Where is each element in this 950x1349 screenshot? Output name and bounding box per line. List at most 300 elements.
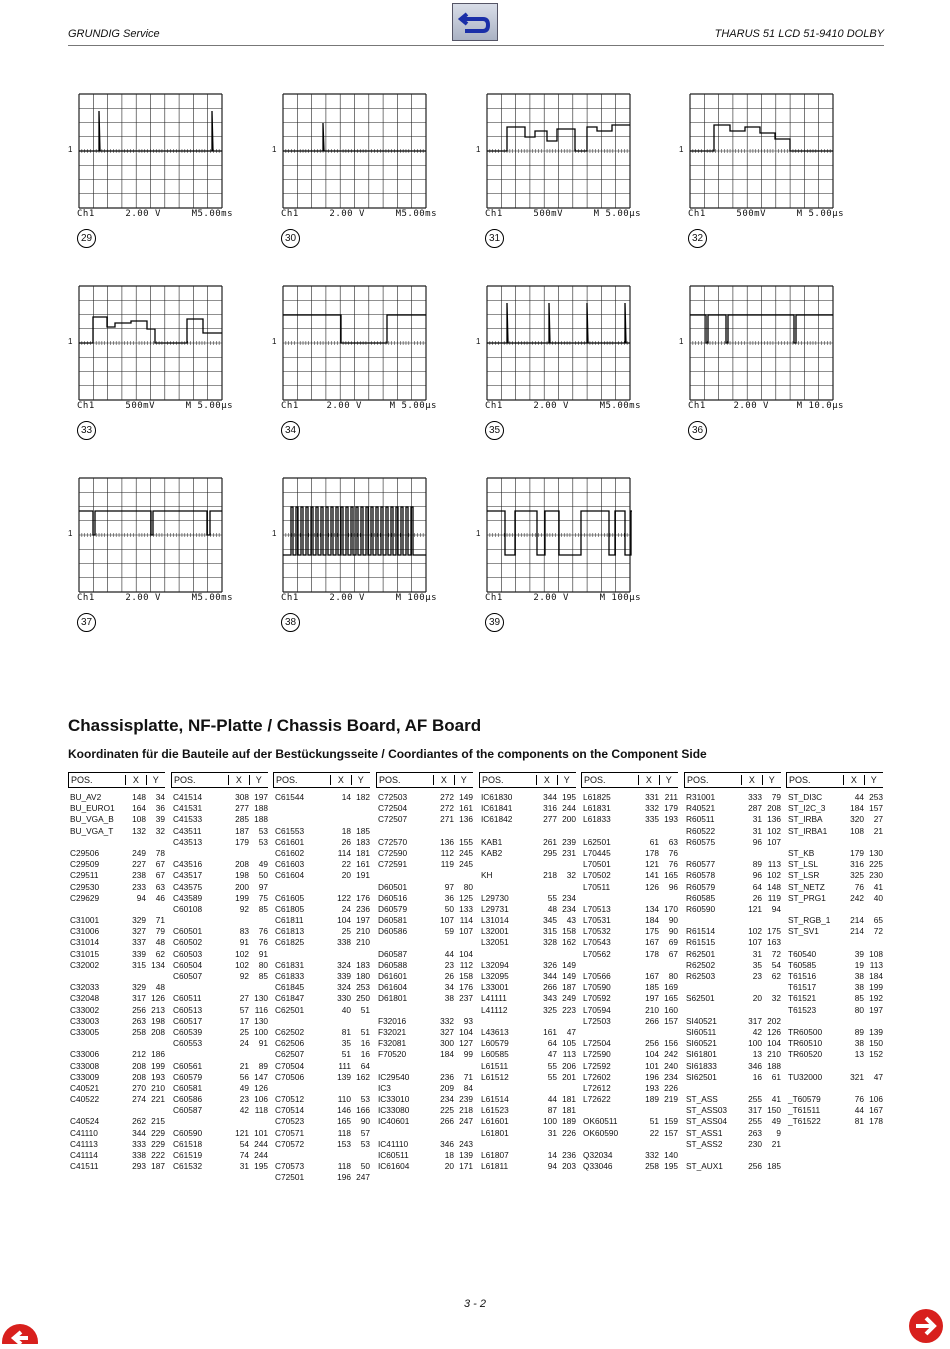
table-row xyxy=(68,837,165,848)
cell-x: 346 xyxy=(748,1060,762,1071)
table-row xyxy=(581,1005,678,1016)
cell-x: 332 xyxy=(645,1150,659,1160)
cell-pos: R31001 xyxy=(686,792,716,802)
cell-y: 126 xyxy=(767,1026,781,1037)
cell-y: 106 xyxy=(869,1094,883,1105)
table-row xyxy=(273,1005,370,1016)
cell-pos: L70532 xyxy=(583,926,611,937)
cell-x: 18 xyxy=(341,825,351,836)
cell-pos: C29629 xyxy=(70,892,100,903)
cell-y: 93 xyxy=(463,1015,473,1026)
cell-pos: L61514 xyxy=(481,1094,509,1105)
table-row xyxy=(273,982,370,993)
table-row xyxy=(479,1161,576,1172)
table-row xyxy=(786,971,883,982)
table-row xyxy=(68,993,165,1004)
cell-x: 227 xyxy=(132,859,146,870)
table-row xyxy=(581,1094,678,1105)
cell-pos: _T61511 xyxy=(788,1105,821,1116)
table-row xyxy=(273,837,370,848)
channel-marker: 1 xyxy=(476,337,481,346)
cell-pos: L61523 xyxy=(481,1105,509,1116)
cell-y: 47 xyxy=(873,1071,883,1082)
table-row xyxy=(68,1150,165,1161)
table-row xyxy=(376,1161,473,1172)
cell-pos: C60511 xyxy=(173,993,202,1004)
table-row xyxy=(68,1038,165,1049)
cell-y xyxy=(762,1005,781,1016)
cell-y: 119 xyxy=(767,892,781,903)
cell-y: 163 xyxy=(767,937,781,948)
cell-y xyxy=(351,1150,370,1161)
cell-y: 90 xyxy=(668,926,678,937)
cell-y: 210 xyxy=(767,1049,781,1060)
cell-y xyxy=(454,870,473,881)
cell-x: 153 xyxy=(337,1138,351,1149)
cell-x: 26 xyxy=(444,971,454,981)
cell-y: 157 xyxy=(664,1015,678,1026)
table-row xyxy=(68,904,165,915)
cell-y: 91 xyxy=(258,1038,268,1049)
table-row xyxy=(581,870,678,881)
cell-y: 90 xyxy=(360,1116,370,1127)
cell-y: 41 xyxy=(771,1094,781,1105)
page-number: 3 - 2 xyxy=(463,1298,486,1310)
cell-pos: C72591 xyxy=(378,859,408,870)
cell-pos: TR60500 xyxy=(788,1026,823,1037)
cell-y: 50 xyxy=(360,1161,370,1172)
channel-marker: 1 xyxy=(476,529,481,538)
cell-pos: ST_ASS2 xyxy=(686,1138,723,1149)
cell-pos: L32051 xyxy=(481,937,509,948)
cell-x: 330 xyxy=(337,993,351,1004)
cell-x: 179 xyxy=(235,836,249,847)
cell-x: 285 xyxy=(235,814,249,825)
cell-y: 71 xyxy=(463,1071,473,1082)
table-row xyxy=(479,848,576,859)
cell-y: 79 xyxy=(155,926,165,937)
cell-x: 175 xyxy=(645,926,659,937)
cell-pos xyxy=(684,848,742,859)
cell-y: 79 xyxy=(771,792,781,802)
cell-x: 338 xyxy=(132,1150,146,1160)
cell-pos: T61516 xyxy=(788,971,817,981)
oscillogram-grid xyxy=(281,477,428,593)
table-row xyxy=(273,1083,370,1094)
header-y: Y xyxy=(659,775,678,785)
cell-pos: C61601 xyxy=(275,836,305,847)
table-row xyxy=(68,792,165,803)
table-row xyxy=(479,960,576,971)
table-row xyxy=(171,960,268,971)
cell-y: 53 xyxy=(258,825,268,836)
channel-marker: 1 xyxy=(679,337,684,346)
cell-y: 150 xyxy=(869,1038,883,1049)
cell-y: 150 xyxy=(767,1105,781,1116)
table-row xyxy=(273,1038,370,1049)
table-row xyxy=(479,792,576,803)
cell-y: 199 xyxy=(869,982,883,993)
cell-y xyxy=(146,904,165,915)
table-row xyxy=(171,904,268,915)
cell-pos: L70513 xyxy=(583,903,611,914)
cell-pos xyxy=(479,1083,537,1094)
cell-pos: OK60590 xyxy=(583,1127,619,1138)
cell-x xyxy=(434,870,454,881)
cell-x: 121 xyxy=(748,903,762,914)
cell-pos: IC61842 xyxy=(481,814,513,825)
cell-pos: C61811 xyxy=(275,915,304,926)
table-row xyxy=(479,1094,576,1105)
cell-x: 178 xyxy=(645,948,659,959)
cell-y: 116 xyxy=(254,1004,268,1015)
table-column xyxy=(684,772,781,1172)
cell-y: 240 xyxy=(664,1060,678,1071)
cell-x: 101 xyxy=(645,1060,659,1071)
cell-x: 108 xyxy=(850,825,864,836)
table-row xyxy=(273,904,370,915)
table-row xyxy=(171,1061,268,1072)
cell-y xyxy=(249,915,268,926)
table-header xyxy=(479,772,576,788)
table-row xyxy=(479,1038,576,1049)
table-row xyxy=(376,1105,473,1116)
cell-pos: IC61830 xyxy=(481,792,513,802)
cell-y: 136 xyxy=(459,814,473,825)
cell-pos xyxy=(479,882,537,893)
table-row xyxy=(171,870,268,881)
cell-x: 256 xyxy=(748,1161,762,1172)
cell-pos: ST_ASS xyxy=(686,1094,718,1105)
cell-y: 76 xyxy=(258,937,268,948)
cell-y: 197 xyxy=(254,792,268,802)
cell-y: 226 xyxy=(562,1127,576,1138)
channel-marker: 1 xyxy=(272,145,277,154)
table-row xyxy=(68,870,165,881)
cell-x: 344 xyxy=(543,792,557,802)
table-row xyxy=(376,937,473,948)
next-page-button[interactable] xyxy=(906,1306,946,1344)
cell-y xyxy=(249,982,268,993)
cell-y: 152 xyxy=(869,1049,883,1060)
cell-x: 76 xyxy=(854,1094,864,1105)
cell-y: 193 xyxy=(151,1071,165,1082)
table-row xyxy=(684,1128,781,1139)
cell-pos: L70592 xyxy=(583,993,611,1004)
cell-x: 132 xyxy=(132,825,146,836)
cell-y: 210 xyxy=(356,937,370,948)
cell-y: 193 xyxy=(664,814,678,825)
cell-pos xyxy=(273,803,331,814)
table-row xyxy=(273,1061,370,1072)
cell-x: 167 xyxy=(645,971,659,981)
cell-y: 187 xyxy=(151,1161,165,1172)
cell-pos: C31015 xyxy=(70,948,100,959)
table-row xyxy=(171,1083,268,1094)
table-row xyxy=(581,915,678,926)
cell-pos: ST_DI3C xyxy=(788,792,823,802)
cell-pos: ST_IRBA1 xyxy=(788,825,828,836)
cell-x: 270 xyxy=(132,1082,146,1093)
header-pos: POS. xyxy=(71,775,93,785)
cell-x: 38 xyxy=(854,1038,864,1049)
scope-ch: Ch1 xyxy=(77,401,95,411)
cell-pos: TR60520 xyxy=(788,1049,823,1060)
cell-y: 104 xyxy=(767,1038,781,1049)
cell-x: 210 xyxy=(645,1004,659,1015)
cell-pos xyxy=(376,1005,434,1016)
cell-pos: C29509 xyxy=(70,859,100,870)
cell-pos: T61521 xyxy=(788,993,817,1004)
cell-x xyxy=(126,1038,146,1049)
cell-y: 62 xyxy=(771,971,781,981)
table-row xyxy=(68,926,165,937)
cell-x: 20 xyxy=(752,993,762,1004)
cell-pos: D60579 xyxy=(378,903,408,914)
cell-y xyxy=(351,882,370,893)
cell-x xyxy=(229,915,249,926)
cell-pos xyxy=(786,1083,844,1094)
cell-y: 219 xyxy=(664,1094,678,1105)
cell-x: 266 xyxy=(440,1116,454,1127)
cell-pos: ST_LSR xyxy=(788,870,820,881)
cell-pos: IC33080 xyxy=(378,1105,410,1116)
table-row xyxy=(479,814,576,825)
cell-x: 327 xyxy=(132,926,146,937)
cell-pos: C41110 xyxy=(70,1127,98,1138)
channel-marker: 1 xyxy=(272,337,277,346)
cell-x: 56 xyxy=(239,1071,249,1082)
table-row xyxy=(376,792,473,803)
table-row xyxy=(376,814,473,825)
scope-settings xyxy=(77,593,233,603)
table-row xyxy=(273,1016,370,1027)
cell-x: 139 xyxy=(337,1071,351,1082)
cell-x xyxy=(229,848,249,859)
cell-y: 126 xyxy=(151,993,165,1004)
cell-x: 27 xyxy=(239,993,249,1004)
cell-pos: L41112 xyxy=(481,1004,508,1015)
table-row xyxy=(786,937,883,948)
table-row xyxy=(376,826,473,837)
cell-pos: L60579 xyxy=(481,1038,509,1049)
cell-pos: C43589 xyxy=(173,892,203,903)
cell-y: 53 xyxy=(360,1094,370,1105)
cell-y xyxy=(351,1083,370,1094)
cell-y: 189 xyxy=(562,1116,576,1127)
cell-x xyxy=(331,1016,351,1027)
cell-pos: C61604 xyxy=(275,870,305,881)
cell-x: 51 xyxy=(341,1049,351,1060)
cell-pos: L61511 xyxy=(481,1060,509,1071)
channel-marker: 1 xyxy=(679,145,684,154)
cell-pos: IC41110 xyxy=(378,1138,409,1149)
table-row xyxy=(376,926,473,937)
cell-x: 112 xyxy=(440,847,454,858)
cell-pos: C60553 xyxy=(173,1038,203,1049)
table-row xyxy=(376,1128,473,1139)
cell-pos: C43575 xyxy=(173,881,203,892)
oscillogram-grid xyxy=(77,285,224,401)
cell-x: 80 xyxy=(854,1004,864,1015)
table-row xyxy=(171,993,268,1004)
cell-x: 40 xyxy=(341,1004,351,1015)
cell-pos: R61514 xyxy=(686,926,716,937)
cell-y: 53 xyxy=(360,1138,370,1149)
cell-x: 94 xyxy=(547,1161,557,1172)
cell-x: 31 xyxy=(752,814,762,825)
cell-y: 127 xyxy=(459,1038,473,1049)
cell-x: 346 xyxy=(440,1138,454,1149)
table-row xyxy=(581,803,678,814)
cell-pos: D60516 xyxy=(378,892,408,903)
table-column xyxy=(171,772,268,1172)
cell-y: 201 xyxy=(562,1071,576,1082)
cell-y: 40 xyxy=(873,892,883,903)
measuring-point-number: 38 xyxy=(281,613,300,632)
cell-x: 22 xyxy=(649,1127,659,1138)
table-row xyxy=(273,803,370,814)
cell-pos: L32001 xyxy=(481,926,509,937)
cell-x: 96 xyxy=(752,836,762,847)
cell-y: 176 xyxy=(356,892,370,903)
cell-pos xyxy=(273,1083,331,1094)
section-subtitle: Koordinaten für die Bauteile auf der Bestückungsseite / Coordiantes of the components on the Component Side xyxy=(68,747,707,761)
cell-x xyxy=(126,837,146,848)
scope-volt: 2.00 V xyxy=(329,593,365,603)
cell-x: 208 xyxy=(132,1071,146,1082)
cell-x: 337 xyxy=(132,937,146,948)
cell-x xyxy=(434,1061,454,1072)
scope-volt: 500mV xyxy=(533,209,563,219)
cell-y: 229 xyxy=(151,1127,165,1138)
cell-pos: L70511 xyxy=(583,881,611,892)
cell-pos: L62501 xyxy=(583,836,611,847)
cell-x: 208 xyxy=(132,1060,146,1071)
cell-x: 13 xyxy=(752,1049,762,1060)
header-brand: GRUNDIG Service xyxy=(68,28,160,40)
cell-pos xyxy=(376,937,434,948)
cell-x: 179 xyxy=(850,847,864,858)
cell-pos: R40521 xyxy=(686,803,716,814)
table-header xyxy=(684,772,781,788)
cell-y: 188 xyxy=(254,814,268,825)
table-row xyxy=(171,1072,268,1083)
cell-y xyxy=(146,1038,165,1049)
table-row xyxy=(684,826,781,837)
cell-x: 44 xyxy=(444,948,454,959)
cell-y: 97 xyxy=(258,881,268,892)
cell-x: 315 xyxy=(132,959,146,970)
cell-y: 170 xyxy=(664,903,678,914)
cell-pos xyxy=(171,982,229,993)
table-row xyxy=(479,904,576,915)
cell-y: 182 xyxy=(356,792,370,802)
cell-y: 49 xyxy=(258,859,268,870)
cell-pos: R60578 xyxy=(686,870,716,881)
cell-y: 200 xyxy=(562,814,576,825)
cell-pos: L29730 xyxy=(481,892,509,903)
cell-pos: C61553 xyxy=(275,825,305,836)
cell-pos: OK60511 xyxy=(583,1116,618,1127)
table-row xyxy=(68,826,165,837)
scope-ch: Ch1 xyxy=(485,209,503,219)
table-row xyxy=(68,893,165,904)
table-row xyxy=(479,1139,576,1150)
cell-pos: C60586 xyxy=(173,1094,203,1105)
table-row xyxy=(479,893,576,904)
back-button[interactable] xyxy=(452,3,498,41)
table-row xyxy=(684,937,781,948)
cell-y: 48 xyxy=(155,982,165,993)
previous-page-button[interactable] xyxy=(0,1306,42,1344)
cell-y: 250 xyxy=(356,993,370,1004)
cell-y: 234 xyxy=(562,903,576,914)
cell-x: 300 xyxy=(440,1038,454,1049)
scope-settings xyxy=(688,209,844,219)
cell-pos: C60581 xyxy=(173,1082,203,1093)
cell-x: 325 xyxy=(850,870,864,881)
table-row xyxy=(68,1083,165,1094)
cell-x: 59 xyxy=(444,926,454,937)
table-row xyxy=(684,1027,781,1038)
scope-time: M5.00ms xyxy=(395,209,437,219)
cell-pos: IC33010 xyxy=(378,1094,410,1105)
cell-x: 164 xyxy=(132,803,146,814)
cell-x: 335 xyxy=(645,814,659,825)
cell-x: 274 xyxy=(132,1094,146,1105)
cell-x: 148 xyxy=(132,792,146,802)
measuring-point-number: 31 xyxy=(485,229,504,248)
cell-pos: ST_IRBA xyxy=(788,814,823,825)
cell-y xyxy=(864,937,883,948)
cell-y xyxy=(557,1083,576,1094)
cell-y: 180 xyxy=(356,971,370,981)
cell-y: 230 xyxy=(869,870,883,881)
cell-x: 262 xyxy=(132,1116,146,1127)
cell-y: 41 xyxy=(873,881,883,892)
cell-pos xyxy=(786,904,844,915)
cell-x: 295 xyxy=(543,847,557,858)
cell-x: 104 xyxy=(337,915,351,926)
cell-pos: F70520 xyxy=(378,1049,407,1060)
table-row xyxy=(171,1016,268,1027)
cell-x xyxy=(537,882,557,893)
table-row xyxy=(786,904,883,915)
cell-pos: C33002 xyxy=(70,1004,100,1015)
scope-settings xyxy=(688,401,844,411)
cell-y xyxy=(864,1016,883,1027)
cell-pos xyxy=(786,1061,844,1072)
oscillogram-grid xyxy=(485,477,632,593)
header-model: THARUS 51 LCD 51-9410 DOLBY xyxy=(714,28,884,40)
cell-y: 108 xyxy=(869,948,883,959)
table-row xyxy=(684,993,781,1004)
table-row xyxy=(68,960,165,971)
cell-x: 22 xyxy=(341,859,351,870)
scope-ch: Ch1 xyxy=(281,401,299,411)
cell-x: 25 xyxy=(239,1026,249,1037)
cell-x: 272 xyxy=(440,792,454,802)
table-row xyxy=(684,1072,781,1083)
table-row xyxy=(479,1150,576,1161)
cell-y: 39 xyxy=(155,814,165,825)
cell-x: 136 xyxy=(440,836,454,847)
oscillogram xyxy=(272,285,441,445)
table-row xyxy=(786,1049,883,1060)
cell-pos: C70523 xyxy=(275,1116,305,1127)
cell-x: 329 xyxy=(132,915,146,926)
